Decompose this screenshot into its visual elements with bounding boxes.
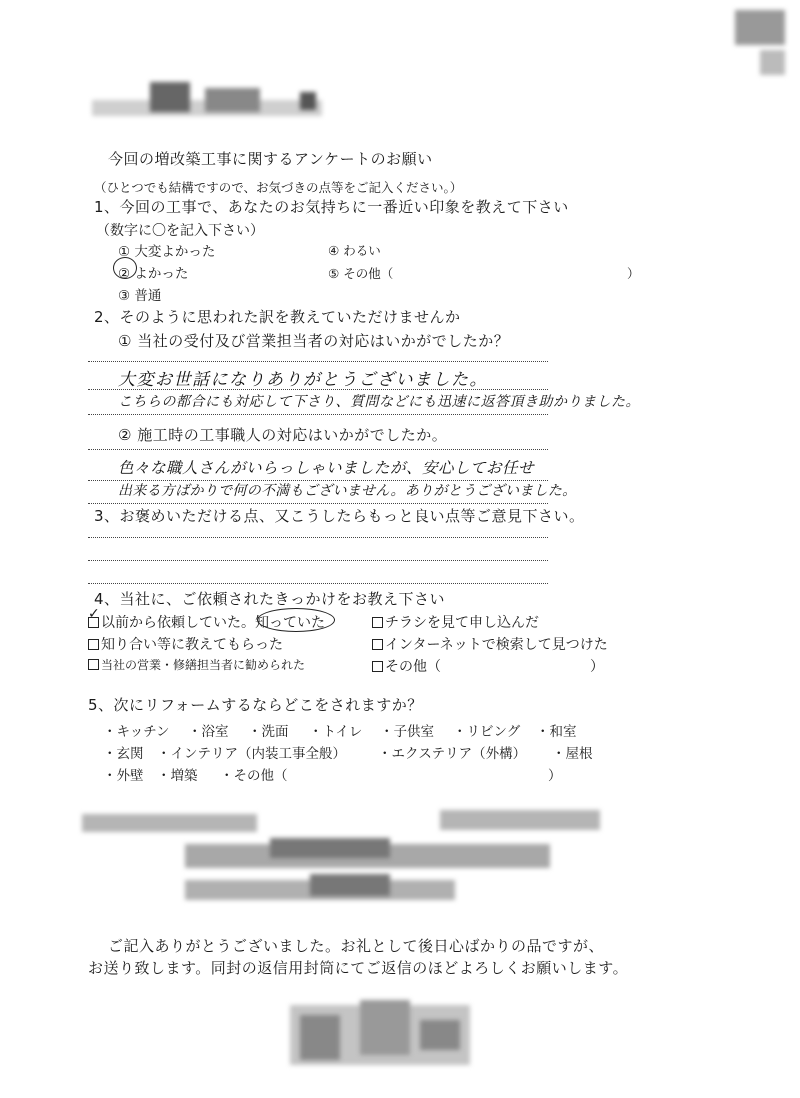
q5-row3-item-1: ・外壁 [103,768,144,784]
q1-other-close: ） [627,266,640,281]
q5-row1-item-6: ・リビング [453,724,521,740]
q1-option-4: ④ わるい [328,243,381,258]
q2-answer1-line2: こちらの都合にも対応して下さり、質問などにも迅速に返答頂き助かりました。 [118,394,640,410]
q2-sub1: ① 当社の受付及び営業担当者の対応はいかがでしたか？ [118,332,510,350]
q4-option-internet: インターネットで検索して見つけた [372,634,608,654]
checkbox-icon [372,661,383,672]
checkbox-icon [88,639,99,650]
q1-note: （数字に〇を記入下さい） [96,223,264,239]
q2-answer2-line-c [88,503,548,504]
q2-answer1-line-a [88,361,548,362]
q2-sub2: ② 施工時の工事職人の対応はいかがでしたか。 [118,426,448,444]
q4-other-close: ） [590,659,604,675]
q1-option-5: ⑤ その他（ [328,266,394,281]
q2-answer2-line2: 出来る方ばかりで何の不満もございません。ありがとうございました。 [118,483,577,499]
q3-line-a [88,537,548,538]
q5-row2-item-2: ・インテリア（内装工事全般） [157,746,346,762]
checkbox-icon [88,659,99,670]
q5-row1-item-2: ・浴室 [188,724,229,740]
q5-row2-item-4: ・屋根 [552,746,593,762]
survey-title: 今回の増改築工事に関するアンケートのお願い [108,150,433,168]
q1-option-3: ③ 普通 [118,288,162,304]
q5-row2-item-3: ・エクステリア（外構） [378,746,527,762]
q5-row1-item-4: ・トイレ [309,724,363,740]
q2-answer1-line1: 大変お世話になりありがとうございました。 [118,370,488,390]
checkbox-icon [372,617,383,628]
closing-line-1: ご記入ありがとうございました。お礼として後日心ばかりの品ですが、 [108,937,605,955]
q5-row1-item-3: ・洗面 [248,724,289,740]
q1-option-1: ① 大変よかった [118,244,216,260]
q5-other-close: ） [548,768,562,784]
q4-option-sales: 当社の営業・修繕担当者に勧められた [88,656,305,673]
closing-line-2: お送り致します。同封の返信用封筒にてご返信のほどよろしくお願いします。 [88,959,629,977]
q3-line-c [88,583,548,584]
q2-question: 2、そのように思われた訳を教えていただけませんか [94,308,461,326]
q4-question: 4、当社に、ご依頼されたきっかけをお教え下さい [94,590,446,608]
q1-question: 1、今回の工事で、あなたのお気持ちに一番近い印象を教えて下さい [94,198,569,216]
q4-circled-text [257,608,335,632]
q5-question: 5、次にリフォームするならどこをされますか？ [88,696,423,714]
q2-answer2-line-a [88,449,548,450]
check-mark-icon: ✓ [88,606,100,622]
q5-row1-item-1: ・キッチン [103,724,170,740]
q5-row2-item-1: ・玄関 [103,746,144,762]
q5-row1-item-7: ・和室 [536,724,577,740]
q3-question: 3、お褒めいただける点、又こうしたらもっと良い点等ご意見下さい。 [94,507,585,525]
q4-option-other: その他（ [372,656,441,676]
q4-option-previous: 以前から依頼していた。知っていた [88,612,325,632]
q2-answer1-line-b [88,389,548,390]
q5-row1-item-5: ・子供室 [380,724,434,740]
q1-option-2: ② よかった [118,266,189,282]
q2-answer2-line1: 色々な職人さんがいらっしゃいましたが、安心してお任せ [118,459,535,477]
q5-row3-item-2: ・増築 [157,768,198,784]
q2-answer1-line-c [88,414,548,415]
q4-option-acquaintance: 知り合い等に教えてもらった [88,634,283,654]
q4-option-flyer: チラシを見て申し込んだ [372,612,539,632]
q3-line-b [88,560,548,561]
checkbox-icon [372,639,383,650]
q5-row3-item-3: ・その他（ [220,768,288,784]
q1-selected-circle [113,257,137,279]
survey-intro: （ひとつでも結構ですので、お気づきの点等をご記入ください。） [94,180,463,195]
